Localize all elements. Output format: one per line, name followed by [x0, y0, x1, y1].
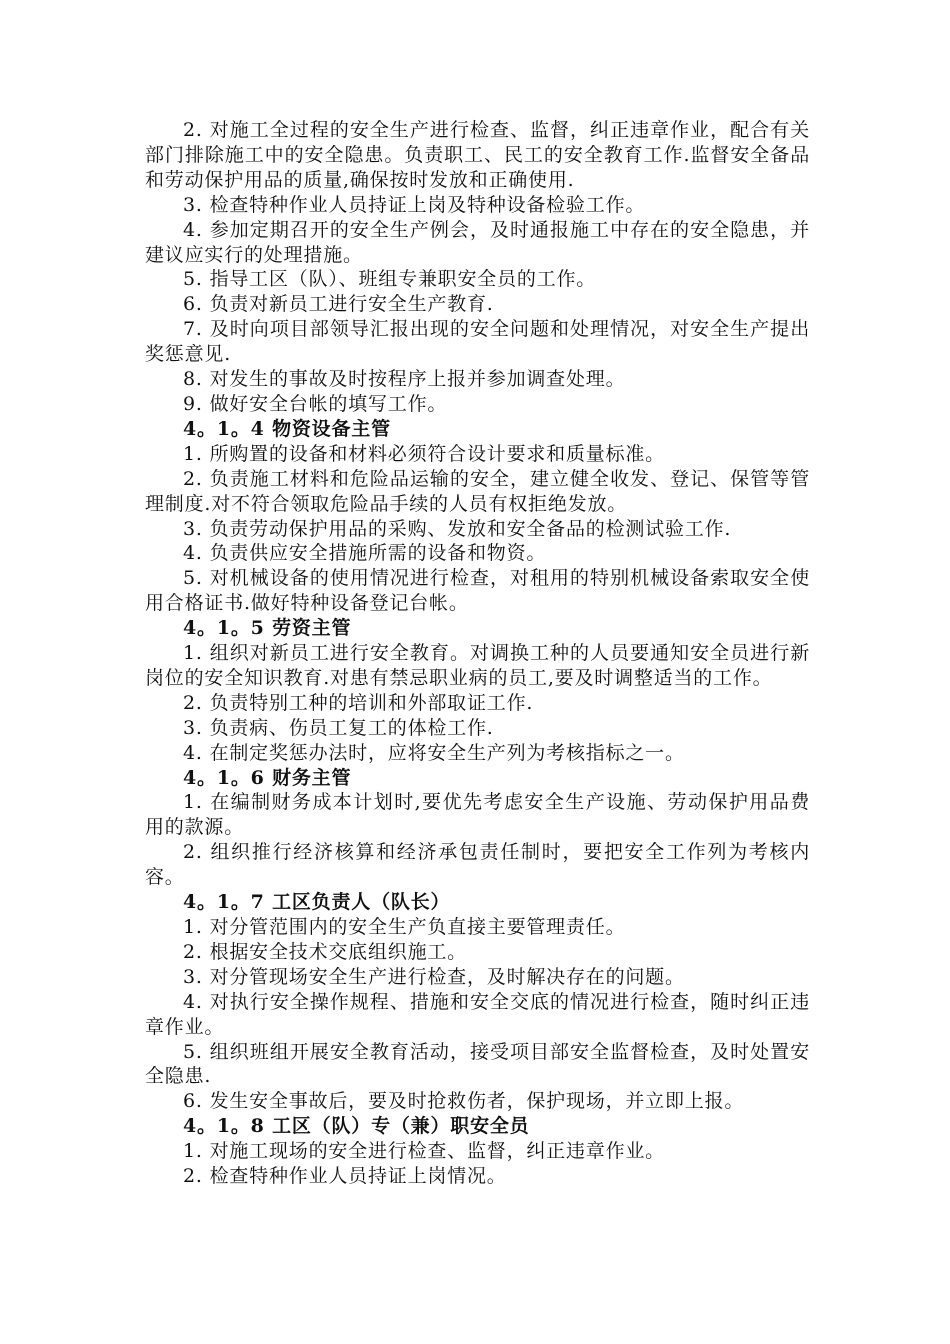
list-item: 1. 在编制财务成本计划时,要优先考虑安全生产设施、劳动保护用品费用的款源。 [145, 791, 810, 839]
list-item: 4. 在制定奖惩办法时，应将安全生产列为考核指标之一。 [183, 741, 685, 764]
list-item: 7. 及时向项目部领导汇报出现的安全问题和处理情况，对安全生产提出奖惩意见. [145, 318, 810, 366]
list-item: 9. 做好安全台帐的填写工作。 [183, 392, 448, 415]
list-item: 5. 组织班组开展安全教育活动，接受项目部安全监督检查，及时处置安全隐患. [145, 1040, 810, 1088]
list-item: 3. 检查特种作业人员持证上岗及特种设备检验工作。 [183, 193, 646, 216]
section-heading-materials-equipment: 4。1。4 物资设备主管 [183, 417, 391, 440]
list-item: 2. 组织推行经济核算和经济承包责任制时，要把安全工作列为考核内容。 [145, 841, 810, 889]
list-item: 2. 负责施工材料和危险品运输的安全，建立健全收发、登记、保管等管理制度.对不符合领取危险品手续的人员有权拒绝发放。 [145, 467, 810, 515]
list-item: 2. 根据安全技术交底组织施工。 [183, 940, 467, 963]
list-item: 3. 负责病、伤员工复工的体检工作. [183, 716, 494, 739]
list-item: 6. 发生安全事故后，要及时抢救伤者，保护现场，并立即上报。 [183, 1090, 745, 1113]
section-heading-labor: 4。1。5 劳资主管 [183, 617, 352, 640]
list-item: 6. 负责对新员工进行安全生产教育. [183, 293, 494, 316]
list-item: 3. 负责劳动保护用品的采购、发放和安全备品的检测试验工作. [183, 517, 732, 540]
list-item: 4. 参加定期召开的安全生产例会，及时通报施工中存在的安全隐患，并建议应实行的处理措施。 [145, 218, 810, 266]
list-item: 8. 对发生的事故及时按程序上报并参加调查处理。 [183, 368, 626, 391]
list-item: 2. 检查特种作业人员持证上岗情况。 [183, 1165, 507, 1188]
document-page [145, 118, 810, 1189]
list-item: 5. 指导工区（队）、班组专兼职安全员的工作。 [183, 268, 597, 291]
list-item: 2. 负责特别工种的培训和外部取证工作. [183, 691, 534, 714]
section-heading-work-area-leader: 4。1。7 工区负责人（队长） [183, 891, 451, 914]
list-item: 4. 负责供应安全措施所需的设备和物资。 [183, 542, 547, 565]
list-item: 2. 对施工全过程的安全生产进行检查、监督，纠正违章作业，配合有关部门排除施工中的安全隐患。负责职工、民工的安全教育工作.监督安全备品和劳动保护用品的质量,确保按时发放和正确使用. [145, 119, 810, 191]
list-item: 5. 对机械设备的使用情况进行检查，对租用的特别机械设备索取安全使用合格证书.做好特种设备登记台帐。 [145, 567, 810, 615]
list-item: 4. 对执行安全操作规程、措施和安全交底的情况进行检查，随时纠正违章作业。 [145, 990, 810, 1038]
list-item: 1. 对施工现场的安全进行检查、监督，纠正违章作业。 [183, 1140, 665, 1163]
section-heading-finance: 4。1。6 财务主管 [183, 766, 352, 789]
list-item: 1. 组织对新员工进行安全教育。对调换工种的人员要通知安全员进行新岗位的安全知识教育.对患有禁忌职业病的员工,要及时调整适当的工作。 [145, 642, 810, 689]
list-item: 1. 所购置的设备和材料必须符合设计要求和质量标准。 [183, 442, 665, 465]
list-item: 1. 对分管范围内的安全生产负直接主要管理责任。 [183, 916, 626, 938]
section-heading-safety-officer: 4。1。8 工区（队）专（兼）职安全员 [183, 1115, 530, 1138]
list-item: 3. 对分管现场安全生产进行检查，及时解决存在的问题。 [183, 965, 685, 988]
